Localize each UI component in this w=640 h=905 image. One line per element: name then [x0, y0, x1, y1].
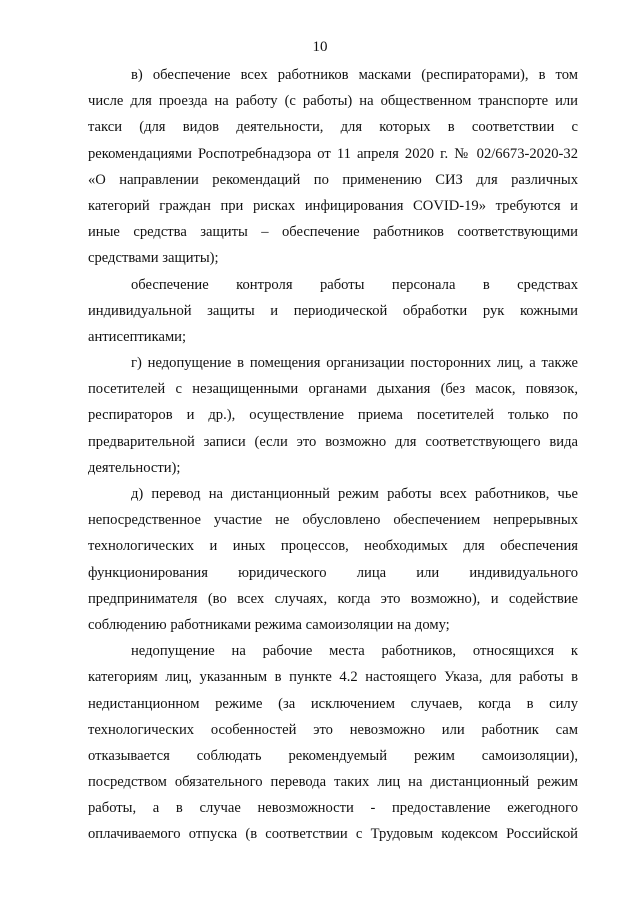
text-line: категорий граждан при рисках инфицирования COVID-19» требуются и [88, 197, 578, 214]
page-number: 10 [312, 39, 328, 55]
text-line: д) перевод на дистанционный режим работы всех работников, чье [131, 486, 578, 502]
text-line: иные средства защиты – обеспечение работников соответствующими [88, 224, 578, 241]
text-line: обеспечение контроля работы персонала в средствах [131, 276, 578, 293]
text-line: «О направлении рекомендаций по применению СИЗ для различных [88, 171, 578, 188]
paragraph [88, 350, 578, 481]
text-line: деятельности); [88, 459, 181, 476]
text-line: технологических особенностей это невозможно или работник сам [88, 721, 578, 738]
paragraph [88, 272, 578, 351]
text-line: недистанционном режиме (за исключением случаев, когда в силу [88, 695, 578, 712]
text-line: посредством обязательного перевода таких лиц на дистанционный режим [88, 774, 578, 791]
text-line: технологических и иных процессов, необходимых для обеспечения [88, 538, 578, 555]
text-line: оплачиваемого отпуска (в соответствии с Трудовым кодексом Российской [88, 826, 578, 843]
document-body [88, 62, 578, 848]
text-line: предпринимателя (во всех случаях, когда это возможно), и содействие [88, 590, 578, 607]
text-line: недопущение на рабочие места работников, относящихся к [131, 643, 578, 660]
text-line: такси (для видов деятельности, для которых в соответствии с [88, 119, 578, 136]
text-line: в) обеспечение всех работников масками (респираторами), в том [131, 67, 578, 83]
text-line: функционирования юридического лица или индивидуального [88, 564, 578, 581]
text-line: категориям лиц, указанным в пункте 4.2 настоящего Указа, для работы в [88, 669, 578, 686]
text-line: г) недопущение в помещения организации посторонних лиц, а также [131, 355, 578, 372]
paragraph [88, 62, 578, 272]
text-line: индивидуальной защиты и периодической обработки рук кожными [88, 302, 578, 319]
text-line: антисептиками; [88, 328, 187, 345]
paragraph [88, 481, 578, 638]
text-line: работы, а в случае невозможности - предоставление ежегодного [88, 800, 578, 817]
text-line: средствами защиты); [88, 250, 219, 267]
text-line: предварительной записи (если это возможно для соответствующего вида [88, 433, 578, 450]
paragraph [88, 638, 578, 848]
text-line: отказывается соблюдать рекомендуемый режим самоизоляции), [88, 747, 578, 764]
text-line: рекомендациями Роспотребнадзора от 11 апреля 2020 г. № 02/6673-2020-32 [88, 145, 578, 162]
text-line: посетителей с незащищенными органами дыхания (без масок, повязок, [88, 381, 578, 398]
text-line: непосредственное участие не обусловлено обеспечением непрерывных [88, 512, 578, 529]
text-line: соблюдению работниками режима самоизоляции на дому; [88, 616, 450, 633]
text-line: числе для проезда на работу (с работы) на общественном транспорте или [88, 93, 578, 110]
text-line: респираторов и др.), осуществление приема посетителей только по [88, 407, 578, 424]
